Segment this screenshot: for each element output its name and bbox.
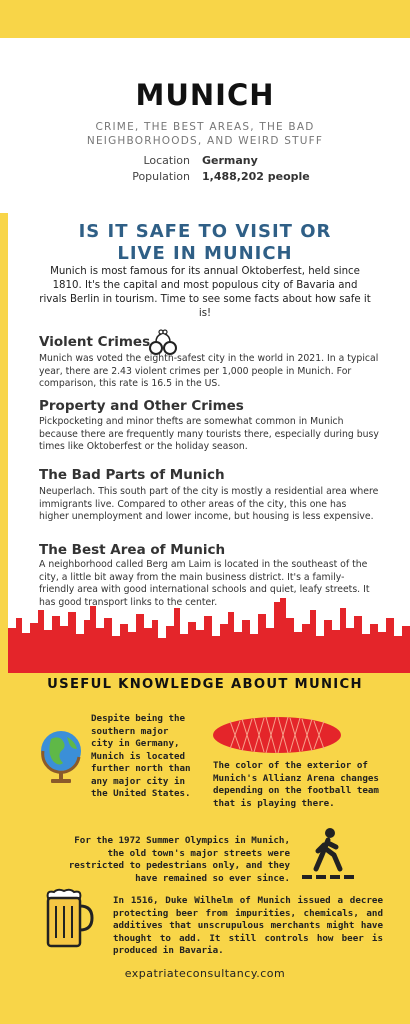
- fact-value: Germany: [202, 154, 258, 167]
- fact-population: [0, 169, 410, 185]
- safety-title: IS IT SAFE TO VISIT OR LIVE IN MUNICH: [78, 221, 332, 264]
- handcuffs-icon: [148, 326, 178, 356]
- page-subtitle: CRIME, THE BEST AREAS, THE BAD NEIGHBORHOODS, AND WEIRD STUFF: [86, 121, 324, 147]
- fact-text-arena: The color of the exterior of Munich's Allianz Arena changes depending on the football team that is playing there.: [213, 760, 379, 809]
- section-heading-best-area: The Best Area of Munich: [39, 542, 226, 558]
- fact-text-beer: In 1516, Duke Wilhelm of Munich issued a decree protecting beer from impurities, chemicals, and additives that unscrupulous merchants might have thought to add. It still controls how beer is produced in Bavaria.: [113, 895, 383, 956]
- city-skyline-illustration: [8, 598, 410, 673]
- section-text-best-area: A neighborhood called Berg am Laim is located in the southeast of the city, a little bit away from the main business district. It's a family-friendly area with good international schools and quiet, leafy streets. It has good transport links to the center.: [39, 559, 370, 608]
- globe-icon: [37, 727, 85, 785]
- useful-knowledge-title: USEFUL KNOWLEDGE ABOUT MUNICH: [47, 677, 363, 692]
- section-heading-bad-parts: The Bad Parts of Munich: [39, 467, 225, 483]
- fact-label: Location: [143, 154, 190, 167]
- fact-value: 1,488,202 people: [202, 170, 310, 183]
- section-text-bad-parts: Neuperlach. This south part of the city is mostly a residential area where immigrants live. Compared to other areas of the city, this one has higher unemployment and lower income, but housing is less expensive.: [39, 486, 379, 523]
- page-title: MUNICH: [135, 78, 275, 112]
- city-facts: [0, 153, 410, 185]
- header-card: [0, 38, 410, 213]
- fact-location: [0, 153, 410, 169]
- beer-mug-icon: [40, 888, 96, 950]
- safety-intro: Munich is most famous for its annual Oktoberfest, held since 1810. It's the capital and most populous city of Bavaria and rivals Berlin in tourism. Time to see some facts about how safe it is!: [39, 266, 371, 319]
- section-heading-property: Property and Other Crimes: [39, 398, 244, 414]
- fact-label: Population: [132, 170, 190, 183]
- footer-website: expatriateconsultancy.com: [124, 967, 286, 980]
- pedestrian-crossing-icon: [300, 825, 356, 885]
- section-text-property: Pickpocketing and minor thefts are somewhat common in Munich because there are frequently many tourists there, especially during busy times like Oktoberfest or the holiday season.: [39, 416, 379, 453]
- safety-card: [8, 213, 410, 673]
- section-text-violent-crimes: Munich was voted the eighth-safest city in the world in 2021. In a typical year, there are 2.43 violent crimes per 1,000 people in Munich. For comparison, this rate is 16.5 in the US.: [39, 353, 379, 390]
- fact-text-north: Despite being the southern major city in Germany, Munich is located further north than any major city in the United States.: [91, 713, 191, 799]
- stadium-icon: [210, 715, 344, 755]
- section-heading-violent-crimes: Violent Crimes: [39, 334, 151, 350]
- fact-text-pedestrian: For the 1972 Summer Olympics in Munich, the old town's major streets were restricted to pedestrians only, and they have remained so ever since.: [68, 835, 290, 884]
